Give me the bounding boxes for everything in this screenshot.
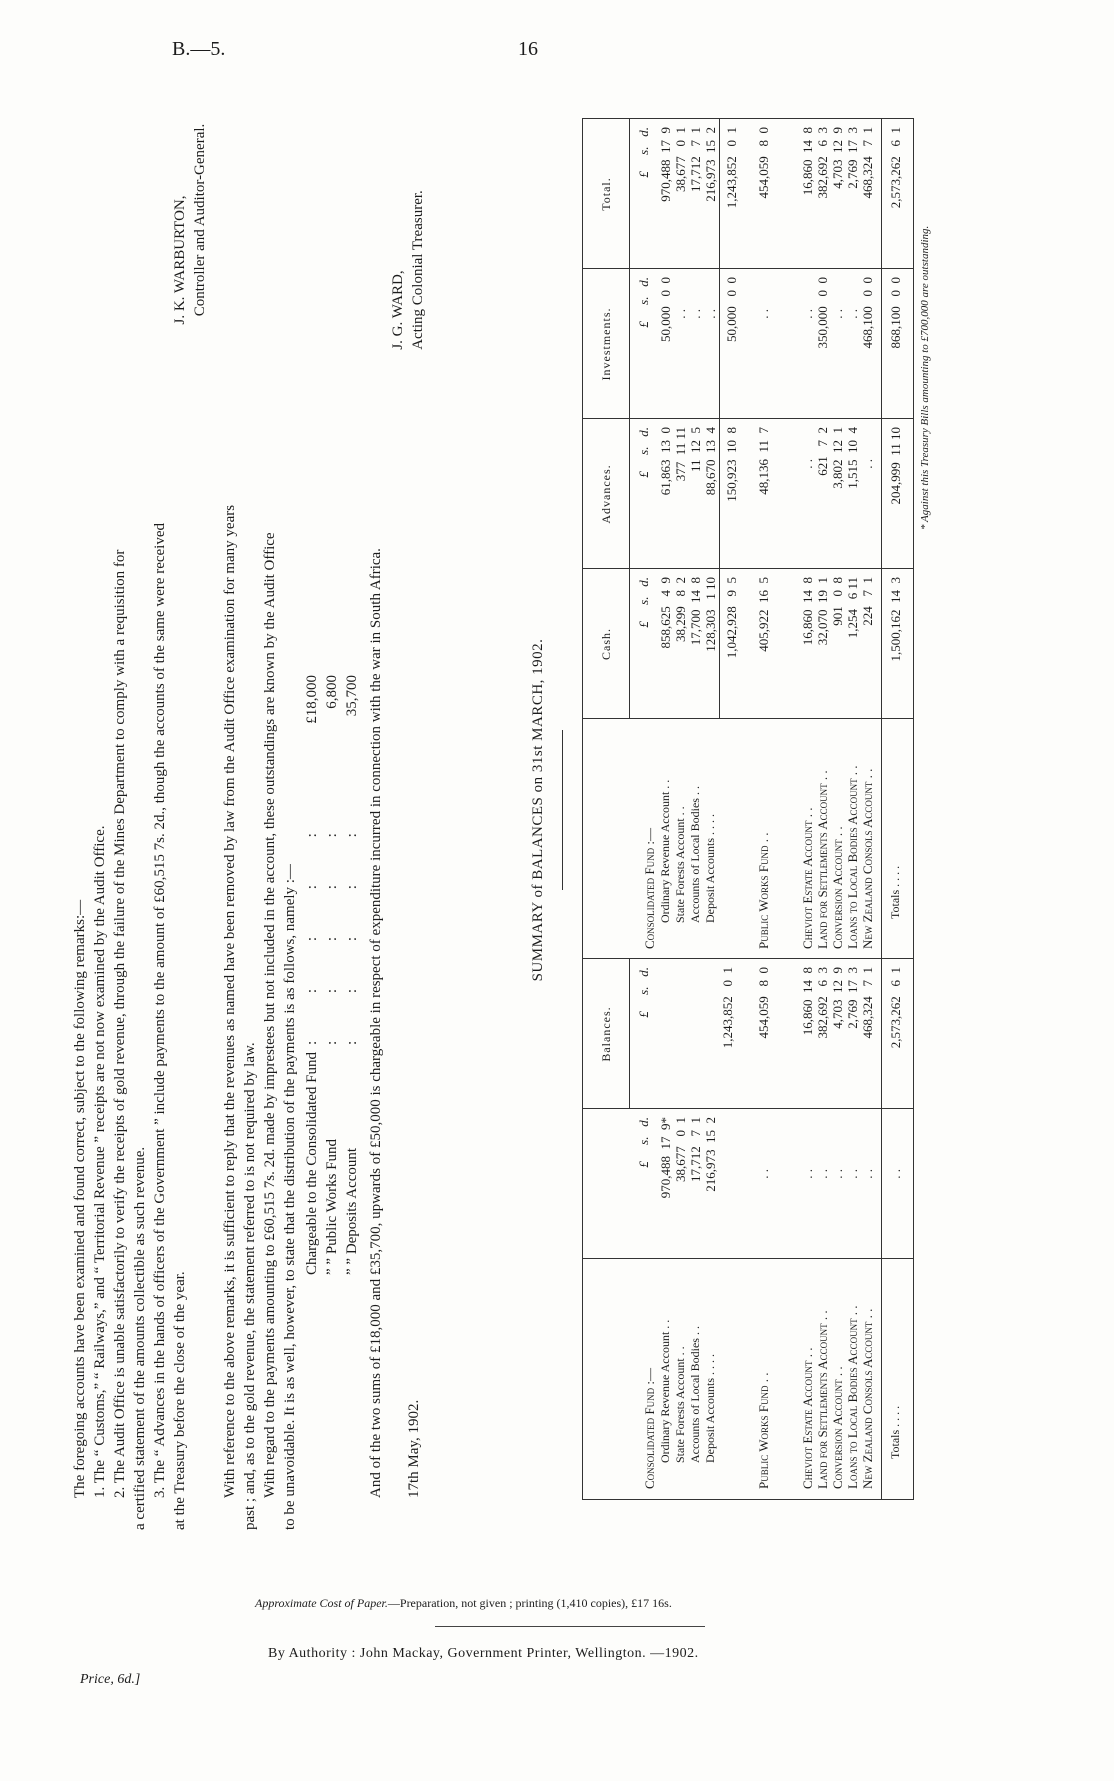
left-label-column	[583, 1258, 913, 1499]
value-cell: . .	[860, 1169, 875, 1179]
value-cell: 17,712 7 1	[688, 127, 703, 192]
value-cell: 454,059 8 0	[756, 127, 771, 199]
reply-para-2-line-1: With regard to the payments amounting to £60,515 7s. 2d. made by imprestees but not included in the account, these outstandings are known by the Audit Office	[262, 532, 278, 1498]
cash-column	[583, 568, 913, 719]
reply-para-2-line-2: to be unavoidable. It is as well, however, to state that the distribution of the payments is as follows, namely :—	[282, 864, 298, 1530]
remark-3-line-2: at the Treasury before the close of the year.	[172, 1271, 188, 1530]
rotated-page-body	[70, 90, 1000, 1530]
reply-para-3: And of the two sums of £18,000 and £35,700, upwards of £50,000 is chargeable in respect of expenditure incurred in connection with the war in South Africa.	[368, 548, 384, 1498]
value-cell: 1,042,928 9 5	[724, 577, 739, 659]
value-cell: 16,860 14 8	[800, 577, 815, 646]
outstanding-row	[322, 675, 342, 1275]
remark-2-line-1: 2. The Audit Office is unable satisfactorily to verify the receipts of gold revenue, through the failure of the Mines Department to comply with a requisition for	[112, 549, 128, 1498]
row-label: Public Works Fund . .	[756, 832, 771, 949]
value-cell: . .	[830, 309, 845, 319]
outstanding-label: Chargeable to the Consolidated Fund	[304, 1051, 320, 1275]
value-cell: 2,573,262 6 1	[888, 967, 903, 1049]
value-cell: . .	[860, 459, 875, 469]
total-column	[583, 118, 913, 269]
table-footnote: * Against this Treasury Bills amounting to £700,000 are outstanding.	[919, 225, 931, 530]
reply-para-1-line-1: With reference to the above remarks, it is sufficient to reply that the revenues as named have been removed by law from the Audit Office examination for many years	[222, 504, 238, 1498]
price-line: Price, 6d.]	[80, 1672, 141, 1687]
column-header-investments: Investments.	[583, 269, 630, 419]
units: £ s. d.	[636, 577, 651, 628]
value-cell: 50,000 0 0	[658, 277, 673, 342]
row-label: Ordinary Revenue Account . .	[658, 779, 672, 923]
value-cell: . .	[830, 1169, 845, 1179]
value-cell: . .	[673, 309, 688, 319]
row-label: Accounts of Local Bodies . .	[688, 786, 702, 923]
leader-dots: : : : : :	[324, 811, 340, 1045]
value-cell: 1,243,852 0 1	[724, 127, 739, 209]
cost-text: —Preparation, not given ; printing (1,410 copies), £17 16s.	[387, 1596, 672, 1610]
page-code: B.—5.	[172, 38, 226, 60]
right-label-column	[583, 718, 913, 959]
reply-date: 17th May, 1902.	[406, 1399, 422, 1498]
value-cell: . .	[845, 309, 860, 319]
value-cell: 454,059 8 0	[756, 967, 771, 1039]
row-label: Conversion Account . .	[830, 1366, 845, 1489]
remark-3-line-1: 3. The “ Advances in the hands of officers of the Government ” include payments to the amount of £60,515 7s. 2d., though the accounts of the same were received	[152, 523, 168, 1498]
value-cell: 61,863 13 0	[658, 427, 673, 496]
page-number: 16	[518, 38, 538, 60]
value-cell: 901 0 8	[830, 577, 845, 626]
auditor-signature-name: J. K. WARBURTON,	[172, 195, 188, 325]
outstanding-row	[342, 675, 362, 1275]
value-cell: 868,100 0 0	[888, 277, 903, 349]
value-cell: 1,243,852 0 1	[720, 967, 735, 1049]
outstanding-label: ” ” Deposits Account	[344, 1147, 360, 1275]
row-label: Deposit Accounts . . . .	[703, 1354, 717, 1463]
value-cell: 970,488 17 9	[658, 127, 673, 202]
left-value-column	[583, 1108, 913, 1259]
summary-table	[582, 118, 914, 1500]
value-cell: . .	[800, 1169, 815, 1179]
reply-para-1-line-2: past ; and, as to the gold revenue, the statement referred to is not required by law.	[242, 1042, 258, 1530]
cost-label: Approximate Cost of Paper.	[255, 1596, 388, 1610]
value-cell: 16,860 14 8	[800, 127, 815, 196]
row-label: Loans to Local Bodies Account . .	[845, 1305, 860, 1489]
row-label-totals: Totals . . . .	[888, 865, 902, 919]
remark-2-line-2: a certified statement of the amounts collectible as such revenue.	[132, 1146, 148, 1530]
value-cell: . .	[756, 1169, 771, 1179]
row-label: Land for Settlements Account . .	[815, 770, 830, 949]
value-cell: 38,677 0 1	[673, 1117, 688, 1182]
value-cell: . .	[756, 309, 771, 319]
auditor-signature-title: Controller and Auditor-General.	[192, 123, 208, 317]
row-label-totals: Totals . . . .	[888, 1405, 902, 1459]
value-cell: . .	[888, 1169, 903, 1179]
outstanding-row	[302, 675, 322, 1275]
value-cell: 32,070 19 1	[815, 577, 830, 646]
value-cell: 216,973 15 2	[703, 1117, 718, 1192]
units: £ s. d.	[636, 1117, 651, 1168]
row-label: Loans to Local Bodies Account . .	[845, 765, 860, 949]
value-cell: 204,999 11 10	[888, 427, 903, 505]
column-header-advances: Advances.	[583, 419, 630, 569]
value-cell: . .	[845, 1169, 860, 1179]
row-label: Consolidated Fund :—	[642, 827, 657, 949]
outstanding-amount: 6,800	[324, 675, 340, 709]
row-label: New Zealand Consols Account . .	[860, 768, 875, 949]
row-label: Consolidated Fund :—	[642, 1367, 657, 1489]
value-cell: . .	[703, 309, 718, 319]
remark-1: 1. The “ Customs,” “ Railways,” and “ Territorial Revenue ” receipts are not now examined by the Audit Office.	[92, 825, 108, 1498]
summary-divider	[562, 730, 563, 890]
value-cell: 4,703 12 9	[830, 127, 845, 189]
value-cell: 224 7 1	[860, 577, 875, 626]
row-label: State Forests Account . .	[673, 806, 687, 923]
outstanding-amount: £18,000	[304, 675, 320, 724]
treasurer-signature-name: J. G. WARD,	[390, 270, 406, 350]
value-cell: 48,136 11 7	[756, 427, 771, 495]
value-cell: 88,670 13 4	[703, 427, 718, 496]
totals-rule	[881, 119, 882, 1499]
units: £ s. d.	[636, 967, 651, 1018]
row-label: Conversion Account . .	[830, 826, 845, 949]
value-cell: 382,692 6 3	[815, 127, 830, 199]
value-cell: 128,303 1 10	[703, 577, 718, 652]
value-cell: 382,692 6 3	[815, 967, 830, 1039]
value-cell: 4,703 12 9	[830, 967, 845, 1029]
row-label: Ordinary Revenue Account . .	[658, 1319, 672, 1463]
column-header-total: Total.	[583, 119, 630, 269]
value-cell: 2,573,262 6 1	[888, 127, 903, 209]
value-cell: 621 7 2	[815, 427, 830, 476]
value-cell: 17,700 14 8	[688, 577, 703, 646]
column-header-cash: Cash.	[583, 569, 630, 719]
value-cell: . .	[800, 459, 815, 469]
balances-column	[583, 958, 913, 1109]
outstanding-amount: 35,700	[344, 675, 360, 717]
row-label: Cheviot Estate Account . .	[800, 807, 815, 949]
row-label: State Forests Account . .	[673, 1346, 687, 1463]
value-cell: 970,488 17 9*	[658, 1117, 673, 1199]
value-cell: 2,769 17 3	[845, 967, 860, 1029]
column-header-balances: Balances.	[583, 959, 630, 1109]
subtotal-rule	[719, 119, 720, 719]
row-label: Land for Settlements Account . .	[815, 1310, 830, 1489]
authority-line: By Authority : John Mackay, Government Printer, Wellington. —1902.	[268, 1646, 699, 1661]
value-cell: 405,922 16 5	[756, 577, 771, 652]
value-cell: 468,324 7 1	[860, 967, 875, 1039]
value-cell: 38,299 8 2	[673, 577, 688, 642]
value-cell: 150,923 10 8	[724, 427, 739, 502]
treasurer-signature-title: Acting Colonial Treasurer.	[410, 190, 426, 350]
value-cell: 858,625 4 9	[658, 577, 673, 649]
value-cell: 1,515 10 4	[845, 427, 860, 489]
value-cell: . .	[688, 309, 703, 319]
summary-title: SUMMARY of BALANCES on 31st MARCH, 1902.	[530, 638, 546, 982]
leader-dots: : : : : :	[304, 811, 320, 1045]
value-cell: 216,973 15 2	[703, 127, 718, 202]
value-cell: 350,000 0 0	[815, 277, 830, 349]
row-label: Deposit Accounts . . . .	[703, 814, 717, 923]
units: £ s. d.	[636, 127, 651, 178]
row-label: Public Works Fund . .	[756, 1372, 771, 1489]
value-cell: 2,769 17 3	[845, 127, 860, 189]
units: £ s. d.	[636, 427, 651, 478]
value-cell: 3,802 12 1	[830, 427, 845, 489]
value-cell: 50,000 0 0	[724, 277, 739, 342]
row-label: New Zealand Consols Account . .	[860, 1308, 875, 1489]
value-cell: 38,677 0 1	[673, 127, 688, 192]
units: £ s. d.	[636, 277, 651, 328]
value-cell: 468,100 0 0	[860, 277, 875, 349]
cost-line	[255, 1596, 672, 1611]
leader-dots: : : : : :	[344, 811, 360, 1045]
value-cell: 468,324 7 1	[860, 127, 875, 199]
investments-column	[583, 268, 913, 419]
value-cell: 377 11 11	[673, 427, 688, 482]
value-cell: . .	[815, 1169, 830, 1179]
value-cell: 16,860 14 8	[800, 967, 815, 1036]
value-cell: . .	[800, 309, 815, 319]
remarks-intro: The foregoing accounts have been examined and found correct, subject to the following remarks:—	[72, 899, 88, 1498]
advances-column	[583, 418, 913, 569]
value-cell: 1,254 6 11	[845, 577, 860, 639]
value-cell: 17,712 7 1	[688, 1117, 703, 1182]
row-label: Cheviot Estate Account . .	[800, 1347, 815, 1489]
row-label: Accounts of Local Bodies . .	[688, 1326, 702, 1463]
authority-divider	[435, 1626, 705, 1627]
outstanding-label: ” ” Public Works Fund	[324, 1138, 340, 1275]
value-cell: 11 12 5	[688, 427, 703, 473]
value-cell: 1,500,162 14 3	[888, 577, 903, 662]
